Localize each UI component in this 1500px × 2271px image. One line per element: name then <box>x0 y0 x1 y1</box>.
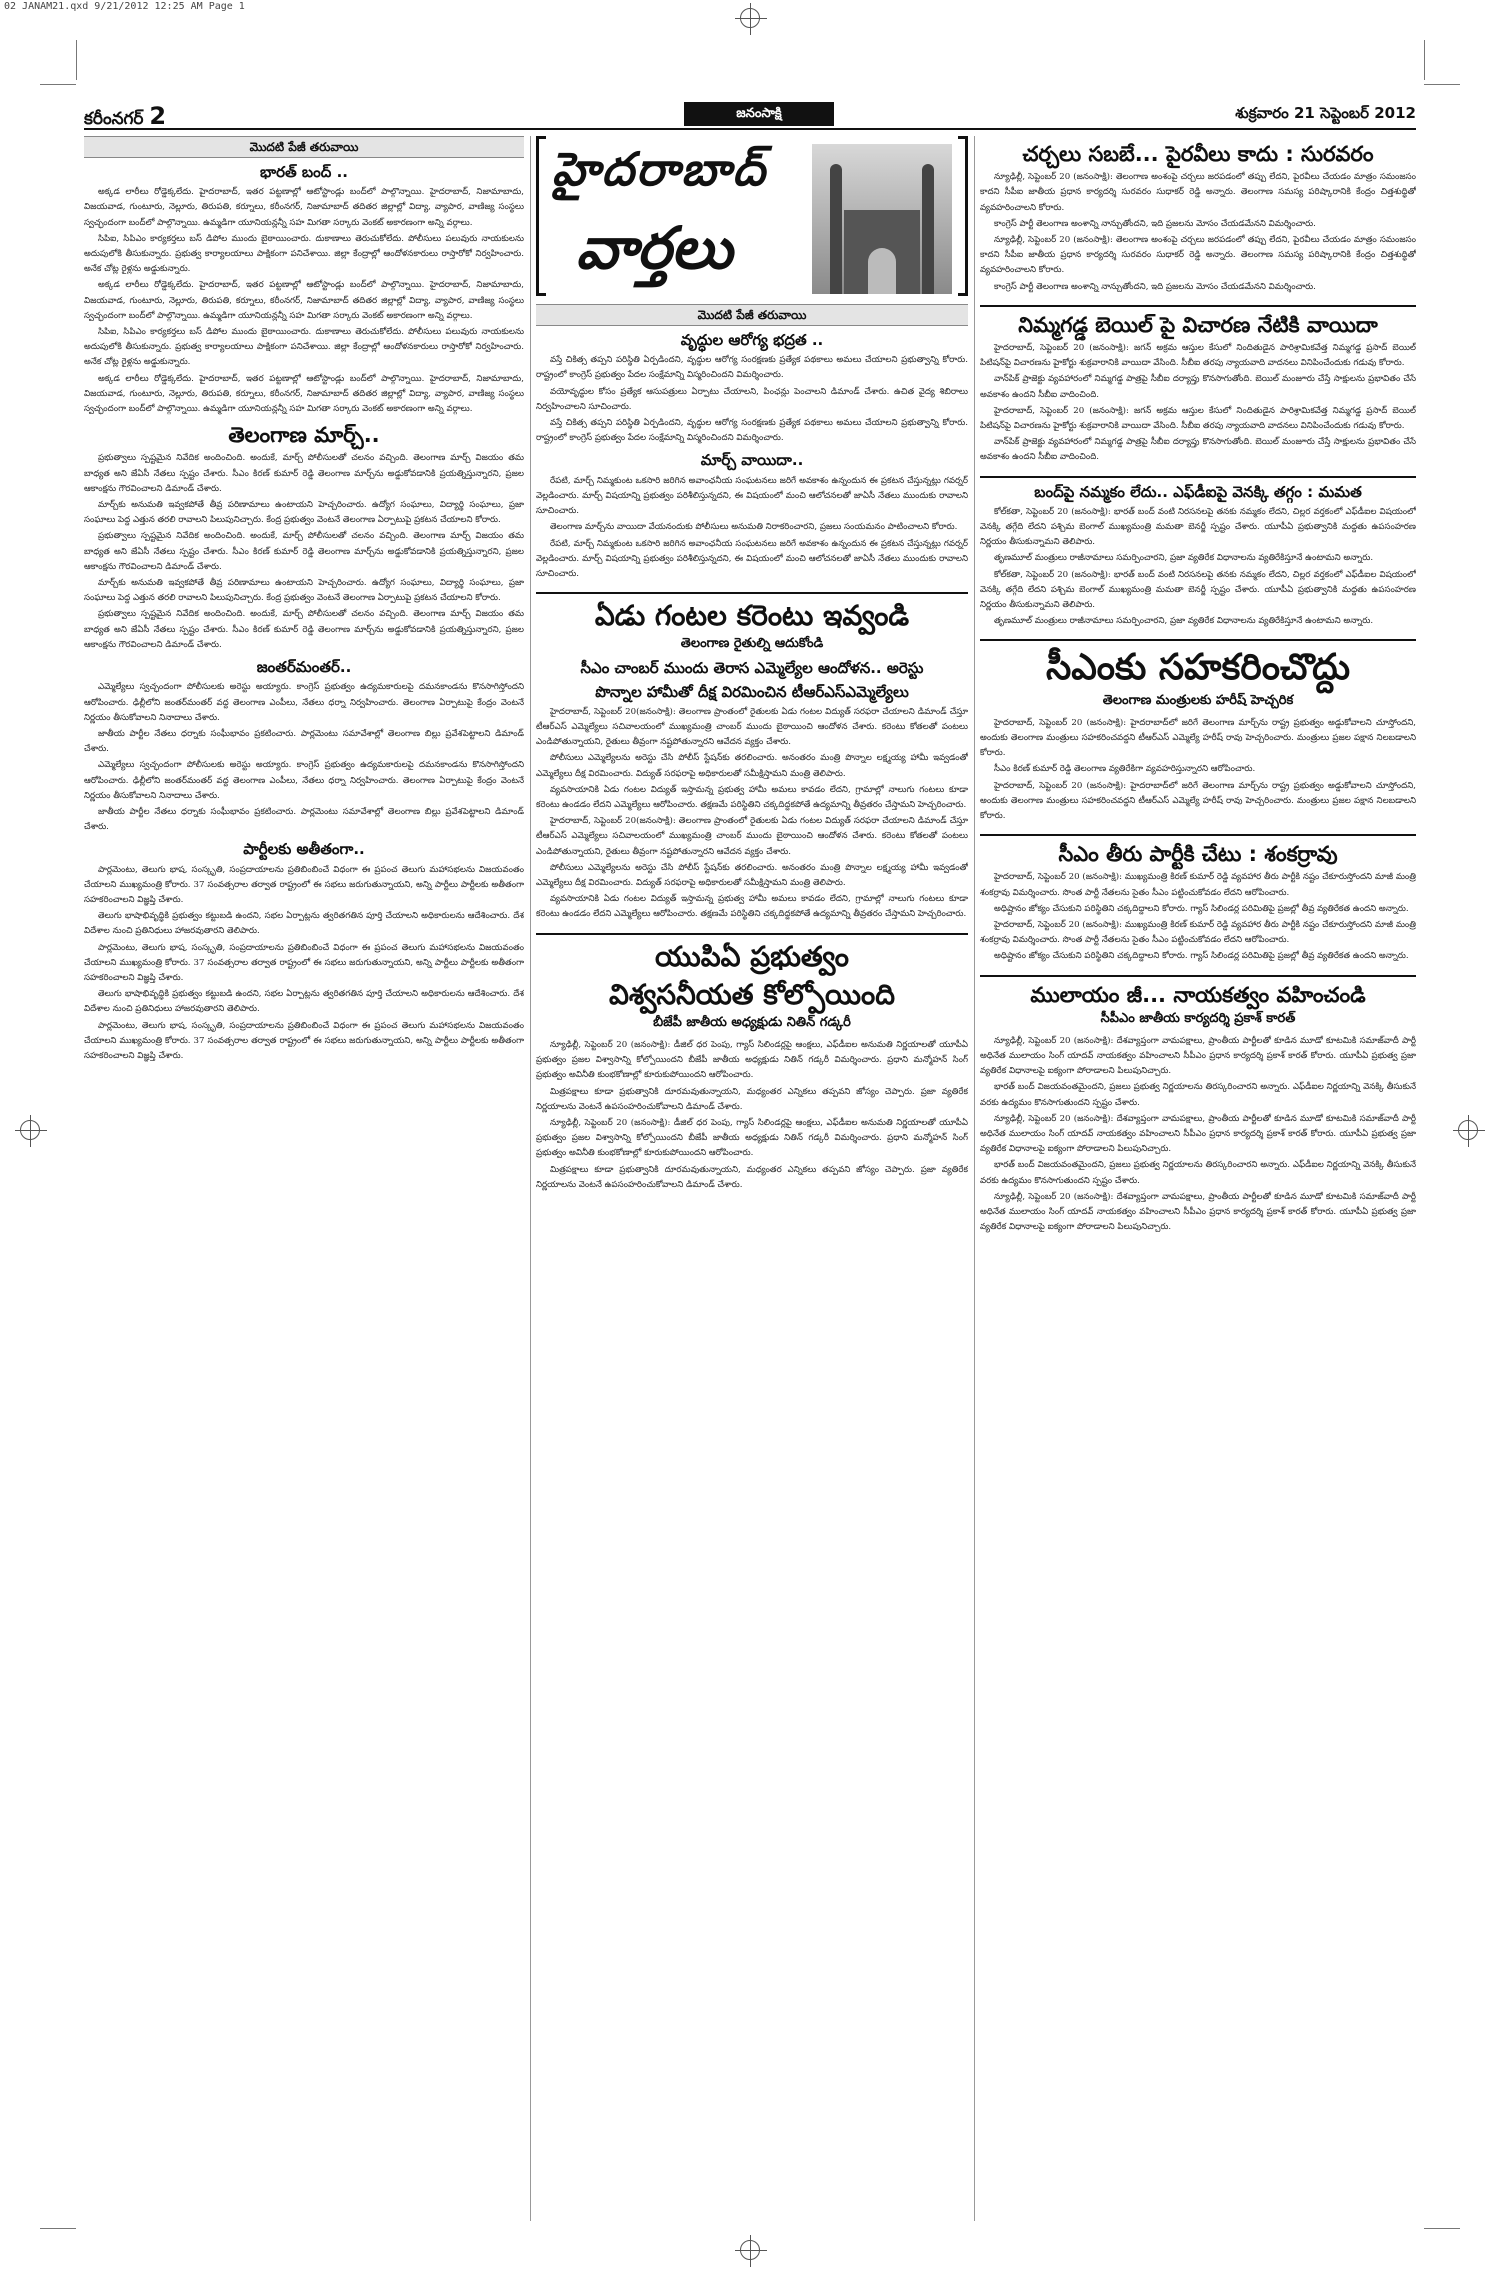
paragraph: పోలీసులు ఎమ్మెల్యేలను అరెస్టు చేసి పోలీస్ స్టేషన్‌కు తరలించారు. అనంతరం మంత్రి పొన్నాల లక్ష్మయ్య హామీ ఇవ్వడంతో ఎమ్మెల్యేలు దీక్ష విరమించారు. విద్యుత్ సరఫరాపై అధికారులతో సమీక్షిస్తామని మంత్రి తెలిపారు. <box>536 753 968 779</box>
article-nimmagadda-bail <box>980 305 1416 466</box>
continuation-bar: మొదటి పేజీ తరువాయి <box>536 304 968 326</box>
trim-mark <box>76 40 77 80</box>
article-jantar-mantar <box>84 659 524 835</box>
paragraph: మిత్రపక్షాలు కూడా ప్రభుత్వానికి దూరమవుతున్నాయని, మధ్యంతర ఎన్నికలు తప్పవని జోస్యం చెప్పారు. ప్రజా వ్యతిరేక నిర్ణయాలను వెంటనే ఉపసంహరించుకోవాలని డిమాండ్ చేశారు. <box>536 1086 968 1112</box>
paragraph: జాతీయ పార్టీల నేతలు ధర్నాకు సంఘీభావం ప్రకటించారు. పార్లమెంటు సమావేశాల్లో తెలంగాణ బిల్లు ప్రవేశపెట్టాలని డిమాండ్ చేశారు. <box>84 728 524 755</box>
feature-title-news: వార్తలు <box>576 214 733 282</box>
paragraph: ప్రభుత్వాలు స్పష్టమైన నివేదిక అందించింది. అందుకే, మార్చ్ పోలీసులతో చలనం వచ్చింది. తెలంగాణ మార్చ్ విజయం తమ బాధ్యత అని జేఏసీ నేతలు స్పష్టం చేశారు. సీఎం కిరణ్ కుమార్ రెడ్డి తెలంగాణ మార్చ్‌ను అడ్డుకోవడానికి ప్రయత్నిస్తున్నారని, ప్రజల ఆకాంక్షను గౌరవించాలని డిమాండ్ చేశారు. <box>84 453 524 494</box>
article-bharat-bandh <box>84 164 524 417</box>
paragraph: మిత్రపక్షాలు కూడా ప్రభుత్వానికి దూరమవుతున్నాయని, మధ్యంతర ఎన్నికలు తప్పవని జోస్యం చెప్పారు. ప్రజా వ్యతిరేక నిర్ణయాలను వెంటనే ఉపసంహరించుకోవాలని డిమాండ్ చేశారు. <box>536 1164 968 1190</box>
paragraph: తెలుగు భాషాభివృద్ధికి ప్రభుత్వం కట్టుబడి ఉందని, సభల ఏర్పాట్లను త్వరితగతిన పూర్తి చేయాలని అధికారులను ఆదేశించారు. దేశ విదేశాల నుంచి ప్రతినిధులు హాజరవుతారని తెలిపారు. <box>84 989 524 1015</box>
column-rule <box>530 136 531 2221</box>
paragraph: వయోవృద్ధుల కోసం ప్రత్యేక ఆసుపత్రులు ఏర్పాటు చేయాలని, పింఛన్లు పెంచాలని డిమాండ్ చేశారు. ఉచిత వైద్య శిబిరాలు నిర్వహించాలని సూచించారు. <box>536 386 968 412</box>
bracket-left <box>536 136 546 296</box>
headline: చర్చలు సబబే... పైరవీలు కాదు : సురవరం <box>1022 142 1374 166</box>
paragraph: న్యూఢిల్లీ, సెప్టెంబర్ 20 (జనంసాక్షి): తెలంగాణ అంశంపై చర్చలు జరపడంలో తప్పు లేదని, పైరవీలు చేయడం మాత్రం సమంజసం కాదని సీపీఐ జాతీయ ప్రధాన కార్యదర్శి సురవరం సుధాకర్ రెడ్డి అన్నారు. తెలంగాణ సమస్య పరిష్కారానికి కేంద్రం చిత్తశుద్ధితో వ్యవహరించాలని కోరారు. <box>980 234 1416 276</box>
paragraph: కాంగ్రెస్ పార్టీ తెలంగాణ అంశాన్ని నాన్చుతోందని, ఇది ప్రజలను మోసం చేయడమేనని విమర్శించారు. <box>994 218 1316 229</box>
paragraph: హైదరాబాద్, సెప్టెంబర్ 20 (జనంసాక్షి): హైదరాబాద్‌లో జరిగే తెలంగాణ మార్చ్‌ను రాష్ట్ర ప్రభుత్వం అడ్డుకోవాలని చూస్తోందని, అందుకు తెలంగాణ మంత్రులు సహకరించవద్దని టీఆర్ఎస్ ఎమ్మెల్యే హరీష్ రావు హెచ్చరించారు. మంత్రులు ప్రజల పక్షాన నిలబడాలని కోరారు. <box>980 780 1416 822</box>
paragraph: వాన్‌పిక్ ప్రాజెక్టు వ్యవహారంలో నిమ్మగడ్డ పాత్రపై సీబీఐ దర్యాప్తు కొనసాగుతోంది. బెయిల్ మంజూరు చేస్తే సాక్షులను ప్రభావితం చేసే అవకాశం ఉందని సీబీఐ వాదించింది. <box>980 374 1416 400</box>
paragraph: న్యూఢిల్లీ, సెప్టెంబర్ 20 (జనంసాక్షి): తెలంగాణ అంశంపై చర్చలు జరపడంలో తప్పు లేదని, పైరవీలు చేయడం మాత్రం సమంజసం కాదని సీపీఐ జాతీయ ప్రధాన కార్యదర్శి సురవరం సుధాకర్ రెడ్డి అన్నారు. తెలంగాణ సమస్య పరిష్కారానికి కేంద్రం చిత్తశుద్ధితో వ్యవహరించాలని కోరారు. <box>980 172 1416 213</box>
headline: సీఎంకు సహకరించొద్దు <box>980 639 1416 688</box>
article-body <box>84 451 524 653</box>
subhead: సీపీఎం జాతీయ కార్యదర్శి ప్రకాశ్ కారత్ <box>1100 1010 1296 1026</box>
headline: సీఎం తీరు పార్టీకి చేటు : శంకర్రావు <box>980 834 1416 866</box>
minaret-icon <box>922 174 934 294</box>
page-number: 2 <box>149 102 167 130</box>
charminar-photo <box>812 144 952 294</box>
column-right <box>980 136 1416 2221</box>
paragraph: న్యూఢిల్లీ, సెప్టెంబర్ 20 (జనంసాక్షి): దేశవ్యాప్తంగా వామపక్షాలు, ప్రాంతీయ పార్టీలతో కూడిన మూడో కూటమికి సమాజ్‌వాదీ పార్టీ అధినేత ములాయం సింగ్ యాదవ్ నాయకత్వం వహించాలని సీపీఎం ప్రధాన కార్యదర్శి ప్రకాశ్ కారత్ కోరారు. యూపీఏ ప్రభుత్వ ప్రజా వ్యతిరేక విధానాలపై ఐక్యంగా పోరాడాలని పిలుపునిచ్చారు. <box>980 1113 1416 1155</box>
column-left <box>84 136 524 2221</box>
minaret-icon <box>830 174 842 294</box>
paragraph: తెలుగు భాషాభివృద్ధికి ప్రభుత్వం కట్టుబడి ఉందని, సభల ఏర్పాట్లను త్వరితగతిన పూర్తి చేయాలని అధికారులను ఆదేశించారు. దేశ విదేశాల నుంచి ప్రతినిధులు హాజరవుతారని తెలిపారు. <box>84 911 524 937</box>
paragraph: ఎమ్మెల్యేలు స్వచ్ఛందంగా పోలీసులకు అరెస్టు అయ్యారు. కాంగ్రెస్ ప్రభుత్వం ఉద్యమకారులపై దమనకాండను కొనసాగిస్తోందని ఆరోపించారు. ఢిల్లీలోని జంతర్‌మంతర్ వద్ద తెలంగాణ ఎంపీలు, నేతలు ధర్నా నిర్వహించారు. తెలంగాణ ఏర్పాటుపై కేంద్రం వెంటనే నిర్ణయం తీసుకోవాలని నినాదాలు చేశారు. <box>84 682 524 723</box>
headline: భారత్ బంద్ .. <box>260 163 348 181</box>
paragraph: కోల్‌కతా, సెప్టెంబర్ 20 (జనంసాక్షి): భారత్ బంద్ వంటి నిరసనలపై తనకు నమ్మకం లేదని, చిల్లర వర్తకంలో ఎఫ్‌డీఐల విషయంలో వెనక్కి తగ్గేది లేదని పశ్చిమ బెంగాల్ ముఖ్యమంత్రి మమతా బెనర్జీ స్పష్టం చేశారు. యూపీఏ ప్రభుత్వానికి మద్దతు ఉపసంహరణ నిర్ణయం తీసుకున్నామని తెలిపారు. <box>980 569 1416 610</box>
hyderabad-news-feature <box>536 136 968 326</box>
headline: పార్టీలకు అతీతంగా.. <box>243 840 365 859</box>
article-body <box>84 185 524 417</box>
masthead-city <box>84 102 166 133</box>
registration-mark-right <box>1458 1120 1478 1140</box>
feature-title-hyderabad: హైదరాబాద్ <box>552 142 767 196</box>
paper-logo: జనంసాక్షి <box>684 102 834 126</box>
article-body <box>536 353 968 446</box>
paragraph: ప్రభుత్వాలు స్పష్టమైన నివేదిక అందించింది. అందుకే, మార్చ్ పోలీసులతో చలనం వచ్చింది. తెలంగాణ మార్చ్ విజయం తమ బాధ్యత అని జేఏసీ నేతలు స్పష్టం చేశారు. సీఎం కిరణ్ కుమార్ రెడ్డి తెలంగాణ మార్చ్‌ను అడ్డుకోవడానికి ప్రయత్నిస్తున్నారని, ప్రజల ఆకాంక్షను గౌరవించాలని డిమాండ్ చేశారు. <box>84 531 524 572</box>
subhead: తెలంగాణ మంత్రులకు హరీష్ హెచ్చరిక <box>1102 692 1294 708</box>
article-body <box>980 1034 1416 1236</box>
paragraph: కోల్‌కతా, సెప్టెంబర్ 20 (జనంసాక్షి): భారత్ బంద్ వంటి నిరసనలపై తనకు నమ్మకం లేదని, చిల్లర వర్తకంలో ఎఫ్‌డీఐల విషయంలో వెనక్కి తగ్గేది లేదని పశ్చిమ బెంగాల్ ముఖ్యమంత్రి మమతా బెనర్జీ స్పష్టం చేశారు. యూపీఏ ప్రభుత్వానికి మద్దతు ఉపసంహరణ నిర్ణయం తీసుకున్నామని తెలిపారు. <box>980 506 1416 548</box>
paragraph: భారత్ బంద్ విజయవంతమైందని, ప్రజలు ప్రభుత్వ నిర్ణయాలను తిరస్కరించారని అన్నారు. ఎఫ్‌డీఐల నిర్ణయాన్ని వెనక్కి తీసుకునే వరకు ఉద్యమం కొనసాగుతుందని స్పష్టం చేశారు. <box>980 1160 1416 1186</box>
headline: వృద్ధుల ఆరోగ్య భద్రత .. <box>680 331 824 349</box>
registration-mark-left <box>20 1120 40 1140</box>
paragraph: కాంగ్రెస్ పార్టీ తెలంగాణ అంశాన్ని నాన్చుతోందని, ఇది ప్రజలను మోసం చేయడమేనని విమర్శించారు. <box>994 281 1316 292</box>
paragraph: హైదరాబాద్, సెప్టెంబర్ 20 (జనంసాక్షి): ముఖ్యమంత్రి కిరణ్ కుమార్ రెడ్డి వ్యవహార తీరు పార్టీకి నష్టం చేకూరుస్తోందని మాజీ మంత్రి శంకర్రావు విమర్శించారు. సొంత పార్టీ నేతలను సైతం సీఎం పట్టించుకోవడం లేదని ఆరోపించారు. <box>980 872 1416 898</box>
article-march-postponed <box>536 452 968 582</box>
paragraph: తృణమూల్ మంత్రులు రాజీనామాలు సమర్పించారని, ప్రజా వ్యతిరేక విధానాలను వ్యతిరేకిస్తూనే ఉంటామని అన్నారు. <box>994 616 1374 627</box>
paragraph: హైదరాబాద్, సెప్టెంబర్ 20 (జనంసాక్షి): జగన్ అక్రమ ఆస్తుల కేసులో నిందితుడైన పారిశ్రామికవేత్త నిమ్మగడ్డ ప్రసాద్ బెయిల్ పిటిషన్‌పై విచారణను హైకోర్టు శుక్రవారానికి వాయిదా వేసింది. సీబీఐ తరపు న్యాయవాది వాదనలు వినిపించేందుకు గడువు కోరారు. <box>980 342 1416 369</box>
headline: మార్చ్ వాయిదా.. <box>700 451 804 470</box>
article-seven-hours-power <box>536 592 968 923</box>
paragraph: ప్రభుత్వాలు స్పష్టమైన నివేదిక అందించింది. అందుకే, మార్చ్ పోలీసులతో చలనం వచ్చింది. తెలంగాణ మార్చ్ విజయం తమ బాధ్యత అని జేఏసీ నేతలు స్పష్టం చేశారు. సీఎం కిరణ్ కుమార్ రెడ్డి తెలంగాణ మార్చ్‌ను అడ్డుకోవడానికి ప్రయత్నిస్తున్నారని, ప్రజల ఆకాంక్షను గౌరవించాలని డిమాండ్ చేశారు. <box>84 609 524 650</box>
paragraph: సీఎం కిరణ్ కుమార్ రెడ్డి తెలంగాణ వ్యతిరేకిగా వ్యవహరిస్తున్నారని ఆరోపించారు. <box>994 764 1256 775</box>
article-upa-credibility <box>536 933 968 1193</box>
paragraph: పార్లమెంటు, తెలుగు భాష, సంస్కృతి, సంప్రదాయాలను ప్రతిబింబించే విధంగా ఈ ప్రపంచ తెలుగు మహాసభలను విజయవంతం చేయాలని ముఖ్యమంత్రి కోరారు. 37 సంవత్సరాల తర్వాత రాష్ట్రంలో ఈ సభలు జరుగుతున్నాయని, అన్ని పార్టీలు పార్టీలకు అతీతంగా సహకరించాలని విజ్ఞప్తి చేశారు. <box>84 864 524 906</box>
column-center <box>536 136 968 2221</box>
paragraph: న్యూఢిల్లీ, సెప్టెంబర్ 20 (జనంసాక్షి): డీజిల్ ధర పెంపు, గ్యాస్ సిలిండర్లపై ఆంక్షలు, ఎఫ్‌డీఐల అనుమతి నిర్ణయాలతో యూపీఏ ప్రభుత్వం ప్రజల విశ్వాసాన్ని కోల్పోయిందని బీజేపీ జాతీయ అధ్యక్షుడు నితిన్ గడ్కరీ విమర్శించారు. ప్రధాని మన్మోహన్ సింగ్ ప్రభుత్వం అవినీతి కుంభకోణాల్లో కూరుకుపోయిందని ఆరోపించారు. <box>536 1040 968 1081</box>
article-telangana-march <box>84 423 524 653</box>
article-body <box>980 505 1416 630</box>
subhead: బీజేపీ జాతీయ అధ్యక్షుడు నితిన్ గడ్కరీ <box>653 1015 851 1031</box>
paragraph: పోలీసులు ఎమ్మెల్యేలను అరెస్టు చేసి పోలీస్ స్టేషన్‌కు తరలించారు. అనంతరం మంత్రి పొన్నాల లక్ష్మయ్య హామీ ఇవ్వడంతో ఎమ్మెల్యేలు దీక్ష విరమించారు. విద్యుత్ సరఫరాపై అధికారులతో సమీక్షిస్తామని మంత్రి తెలిపారు. <box>536 862 968 889</box>
paragraph: వస్తే చికిత్స తప్పని పరిస్థితి ఏర్పడిందని, వృద్ధుల ఆరోగ్య సంరక్షణకు ప్రత్యేక పథకాలు అమలు చేయాలని ప్రభుత్వాన్ని కోరారు. రాష్ట్రంలో కాంగ్రెస్ ప్రభుత్వం పేదల సంక్షేమాన్ని విస్మరించిందని విమర్శించారు. <box>536 418 968 444</box>
article-mulayam-leadership <box>980 975 1416 1236</box>
article-body <box>536 474 968 582</box>
headline: బంద్‌పై నమ్మకం లేదు.. ఎఫ్‌డీఐపై వెనక్కి తగ్గం : మమత <box>980 476 1416 501</box>
paragraph: వ్యవసాయానికి ఏడు గంటల విద్యుత్ ఇస్తామన్న ప్రభుత్వ హామీ అమలు కావడం లేదని, గ్రామాల్లో నాలుగు గంటలు కూడా కరెంటు ఉండడం లేదని ఎమ్మెల్యేలు ఆరోపించారు. తక్షణమే పరిస్థితిని చక్కదిద్దకపోతే ఉద్యమాన్ని తీవ్రతరం చేస్తామని హెచ్చరించారు. <box>536 784 968 811</box>
paragraph: జాతీయ పార్టీల నేతలు ధర్నాకు సంఘీభావం ప్రకటించారు. పార్లమెంటు సమావేశాల్లో తెలంగాణ బిల్లు ప్రవేశపెట్టాలని డిమాండ్ చేశారు. <box>84 806 524 833</box>
article-harish-warning <box>980 639 1416 824</box>
headline: ములాయం జీ... నాయకత్వం వహించండి <box>980 975 1416 1007</box>
trim-mark <box>1424 84 1460 85</box>
paragraph: రేపటి, మార్చ్ నిమ్మకుంట ఒకసారి జరిగిన అవాంఛనీయ సంఘటనలు జరిగే అవకాశం ఉన్నందున ఈ ప్రకటన చేస్తున్నట్లు గవర్నర్ వెల్లడించారు. మార్చ్ విషయాన్ని ప్రభుత్వం పరిశీలిస్తున్నదని, ఈ విషయంలో మంచి ఆలోచనలతో జాఏసీ నేతలు ముందుకు రావాలని సూచించారు. <box>536 475 968 517</box>
article-body <box>536 1038 968 1193</box>
article-body <box>980 170 1416 295</box>
headline: జంతర్‌మంతర్.. <box>256 658 352 677</box>
article-beyond-parties <box>84 841 524 1064</box>
paragraph: హైదరాబాద్, సెప్టెంబర్ 20(జనంసాక్షి): తెలంగాణ ప్రాంతంలో రైతులకు ఏడు గంటల విద్యుత్ సరఫరా చేయాలని డిమాండ్ చేస్తూ టీఆర్ఎస్ ఎమ్మెల్యేలు సచివాలయంలో ముఖ్యమంత్రి చాంబర్ ముందు బైఠాయించి ఆందోళన చేశారు. కరెంటు కోతలతో పంటలు ఎండిపోతున్నాయని, రైతులు తీవ్రంగా నష్టపోతున్నారని ఆవేదన వ్యక్తం చేశారు. <box>536 706 968 748</box>
headline: నిమ్మగడ్డ బెయిల్ పై విచారణ నేటికి వాయిదా <box>980 305 1416 337</box>
paragraph: రేపటి, మార్చ్ నిమ్మకుంట ఒకసారి జరిగిన అవాంఛనీయ సంఘటనలు జరిగే అవకాశం ఉన్నందున ఈ ప్రకటన చేస్తున్నట్లు గవర్నర్ వెల్లడించారు. మార్చ్ విషయాన్ని ప్రభుత్వం పరిశీలిస్తున్నదని, ఈ విషయంలో మంచి ఆలోచనలతో జాఏసీ నేతలు ముందుకు రావాలని సూచించారు. <box>536 538 968 579</box>
registration-mark-top <box>740 8 760 28</box>
deck: సీఎం చాంబర్ ముందు తెరాస ఎమ్మెల్యేల ఆందోళన.. అరెస్టు <box>580 659 924 678</box>
headline: ఏడు గంటల కరెంటు ఇవ్వండి <box>536 592 968 632</box>
paragraph: హైదరాబాద్, సెప్టెంబర్ 20(జనంసాక్షి): తెలంగాణ ప్రాంతంలో రైతులకు ఏడు గంటల విద్యుత్ సరఫరా చేయాలని డిమాండ్ చేస్తూ టీఆర్ఎస్ ఎమ్మెల్యేలు సచివాలయంలో ముఖ్యమంత్రి చాంబర్ ముందు బైఠాయించి ఆందోళన చేశారు. కరెంటు కోతలతో పంటలు ఎండిపోతున్నాయని, రైతులు తీవ్రంగా నష్టపోతున్నారని ఆవేదన వ్యక్తం చేశారు. <box>536 816 968 857</box>
column-rule <box>974 136 975 2221</box>
trim-mark <box>1424 40 1425 80</box>
paragraph: భారత్ బంద్ విజయవంతమైందని, ప్రజలు ప్రభుత్వ నిర్ణయాలను తిరస్కరించారని అన్నారు. ఎఫ్‌డీఐల నిర్ణయాన్ని వెనక్కి తీసుకునే వరకు ఉద్యమం కొనసాగుతుందని స్పష్టం చేశారు. <box>980 1082 1416 1108</box>
article-body <box>84 863 524 1065</box>
article-shankar-rao <box>980 834 1416 964</box>
paragraph: అక్కడ లారీలు రోడ్డెక్కలేదు. హైదరాబాద్, ఇతర పట్టణాల్లో ఆటోస్టాండ్లు బంద్‌లో పాల్గొన్నాయి. హైదరాబాద్, నిజామాబాదు, విజయవాడ, గుంటూరు, నెల్లూరు, తిరుపతి, కర్నూలు, కరీంనగర్, నిజామాబాద్ తదితర జిల్లాల్లో విద్యా, వ్యాపార, వాణిజ్య సంస్థలు స్వచ్ఛందంగా బంద్‌లో పాల్గొన్నాయి. ఉమ్మడిగా యూనియన్లన్నీ సహ మిగతా సర్కారు వెంకట్‌ అకారణంగా అన్ని వర్గాలు. <box>84 373 524 415</box>
bracket-right <box>958 136 968 296</box>
deck-secondary: పొన్నాల హామీతో దీక్ష విరమించిన టీఆర్ఎస్ఎమ్మెల్యేలు <box>595 682 909 701</box>
paragraph: అక్కడ లారీలు రోడ్డెక్కలేదు. హైదరాబాద్, ఇతర పట్టణాల్లో ఆటోస్టాండ్లు బంద్‌లో పాల్గొన్నాయి. హైదరాబాద్, నిజామాబాదు, విజయవాడ, గుంటూరు, నెల్లూరు, తిరుపతి, కర్నూలు, కరీంనగర్, నిజామాబాద్ తదితర జిల్లాల్లో విద్యా, వ్యాపార, వాణిజ్య సంస్థలు స్వచ్ఛందంగా బంద్‌లో పాల్గొన్నాయి. ఉమ్మడిగా యూనియన్లన్నీ సహ మిగతా సర్కారు వెంకట్‌ అకారణంగా అన్ని వర్గాలు. <box>84 280 524 321</box>
paragraph: సిపిఐ, సిపిఎం కార్యకర్తలు బస్ డిపోల ముందు బైఠాయించారు. దుకాణాలు తెరుచుకోలేదు. పోలీసులు పలువురు నాయకులను అదుపులోకి తీసుకున్నారు. ప్రభుత్వ కార్యాలయాలు పాక్షికంగా పనిచేశాయి. జిల్లా కేంద్రాల్లో ఆందోళనకారులు రాస్తారోకో నిర్వహించారు. అనేక చోట్ల రైళ్లను అడ్డుకున్నారు. <box>84 233 524 275</box>
article-body <box>536 705 968 923</box>
paragraph: న్యూఢిల్లీ, సెప్టెంబర్ 20 (జనంసాక్షి): దేశవ్యాప్తంగా వామపక్షాలు, ప్రాంతీయ పార్టీలతో కూడిన మూడో కూటమికి సమాజ్‌వాదీ పార్టీ అధినేత ములాయం సింగ్ యాదవ్ నాయకత్వం వహించాలని సీపీఎం ప్రధాన కార్యదర్శి ప్రకాశ్ కారత్ కోరారు. యూపీఏ ప్రభుత్వ ప్రజా వ్యతిరేక విధానాలపై ఐక్యంగా పోరాడాలని పిలుపునిచ్చారు. <box>980 1191 1416 1233</box>
subhead: తెలంగాణ రైతుల్ని ఆదుకోండి <box>680 636 824 652</box>
article-elderly-health <box>536 332 968 446</box>
continuation-bar: మొదటి పేజీ తరువాయి <box>84 136 524 158</box>
article-mamata <box>980 476 1416 630</box>
paragraph: న్యూఢిల్లీ, సెప్టెంబర్ 20 (జనంసాక్షి): డీజిల్ ధర పెంపు, గ్యాస్ సిలిండర్లపై ఆంక్షలు, ఎఫ్‌డీఐల అనుమతి నిర్ణయాలతో యూపీఏ ప్రభుత్వం ప్రజల విశ్వాసాన్ని కోల్పోయిందని బీజేపీ జాతీయ అధ్యక్షుడు నితిన్ గడ్కరీ విమర్శించారు. ప్రధాని మన్మోహన్ సింగ్ ప్రభుత్వం అవినీతి కుంభకోణాల్లో కూరుకుపోయిందని ఆరోపించారు. <box>536 1118 968 1159</box>
paragraph: హైదరాబాద్, సెప్టెంబర్ 20 (జనంసాక్షి): జగన్ అక్రమ ఆస్తుల కేసులో నిందితుడైన పారిశ్రామికవేత్త నిమ్మగడ్డ ప్రసాద్ బెయిల్ పిటిషన్‌పై విచారణను హైకోర్టు శుక్రవారానికి వాయిదా వేసింది. సీబీఐ తరపు న్యాయవాది వాదనలు వినిపించేందుకు గడువు కోరారు. <box>980 405 1416 431</box>
paragraph: పార్లమెంటు, తెలుగు భాష, సంస్కృతి, సంప్రదాయాలను ప్రతిబింబించే విధంగా ఈ ప్రపంచ తెలుగు మహాసభలను విజయవంతం చేయాలని ముఖ్యమంత్రి కోరారు. 37 సంవత్సరాల తర్వాత రాష్ట్రంలో ఈ సభలు జరుగుతున్నాయని, అన్ని పార్టీలు పార్టీలకు అతీతంగా సహకరించాలని విజ్ఞప్తి చేశారు. <box>84 1020 524 1062</box>
paragraph: అధిష్టానం జోక్యం చేసుకుని పరిస్థితిని చక్కదిద్దాలని కోరారు. గ్యాస్ సిలిండర్ల పరిమితిపై ప్రజల్లో తీవ్ర వ్యతిరేకత ఉందని అన్నారు. <box>994 903 1409 914</box>
trim-mark <box>1424 2228 1460 2229</box>
print-slug: 02 JANAM21.qxd 9/21/2012 12:25 AM Page 1 <box>4 1 245 12</box>
paragraph: వాన్‌పిక్ ప్రాజెక్టు వ్యవహారంలో నిమ్మగడ్డ పాత్రపై సీబీఐ దర్యాప్తు కొనసాగుతోంది. బెయిల్ మంజూరు చేస్తే సాక్షులను ప్రభావితం చేసే అవకాశం ఉందని సీబీఐ వాదించింది. <box>980 437 1416 463</box>
paragraph: పార్లమెంటు, తెలుగు భాష, సంస్కృతి, సంప్రదాయాలను ప్రతిబింబించే విధంగా ఈ ప్రపంచ తెలుగు మహాసభలను విజయవంతం చేయాలని ముఖ్యమంత్రి కోరారు. 37 సంవత్సరాల తర్వాత రాష్ట్రంలో ఈ సభలు జరుగుతున్నాయని, అన్ని పార్టీలు పార్టీలకు అతీతంగా సహకరించాలని విజ్ఞప్తి చేశారు. <box>84 942 524 984</box>
article-body <box>980 716 1416 824</box>
paragraph: సిపిఐ, సిపిఎం కార్యకర్తలు బస్ డిపోల ముందు బైఠాయించారు. దుకాణాలు తెరుచుకోలేదు. పోలీసులు పలువురు నాయకులను అదుపులోకి తీసుకున్నారు. ప్రభుత్వ కార్యాలయాలు పాక్షికంగా పనిచేశాయి. జిల్లా కేంద్రాల్లో ఆందోళనకారులు రాస్తారోకో నిర్వహించారు. అనేక చోట్ల రైళ్లను అడ్డుకున్నారు. <box>84 327 524 368</box>
paragraph: అక్కడ లారీలు రోడ్డెక్కలేదు. హైదరాబాద్, ఇతర పట్టణాల్లో ఆటోస్టాండ్లు బంద్‌లో పాల్గొన్నాయి. హైదరాబాద్, నిజామాబాదు, విజయవాడ, గుంటూరు, నెల్లూరు, తిరుపతి, కర్నూలు, కరీంనగర్, నిజామాబాద్ తదితర జిల్లాల్లో విద్యా, వ్యాపార, వాణిజ్య సంస్థలు స్వచ్ఛందంగా బంద్‌లో పాల్గొన్నాయి. ఉమ్మడిగా యూనియన్లన్నీ సహ మిగతా సర్కారు వెంకట్‌ అకారణంగా అన్ని వర్గాలు. <box>84 187 524 228</box>
paragraph: హైదరాబాద్, సెప్టెంబర్ 20 (జనంసాక్షి): హైదరాబాద్‌లో జరిగే తెలంగాణ మార్చ్‌ను రాష్ట్ర ప్రభుత్వం అడ్డుకోవాలని చూస్తోందని, అందుకు తెలంగాణ మంత్రులు సహకరించవద్దని టీఆర్ఎస్ ఎమ్మెల్యే హరీష్ రావు హెచ్చరించారు. మంత్రులు ప్రజల పక్షాన నిలబడాలని కోరారు. <box>980 717 1416 759</box>
trim-mark <box>40 2228 76 2229</box>
paragraph: ఎమ్మెల్యేలు స్వచ్ఛందంగా పోలీసులకు అరెస్టు అయ్యారు. కాంగ్రెస్ ప్రభుత్వం ఉద్యమకారులపై దమనకాండను కొనసాగిస్తోందని ఆరోపించారు. ఢిల్లీలోని జంతర్‌మంతర్ వద్ద తెలంగాణ ఎంపీలు, నేతలు ధర్నా నిర్వహించారు. తెలంగాణ ఏర్పాటుపై కేంద్రం వెంటనే నిర్ణయం తీసుకోవాలని నినాదాలు చేశారు. <box>84 760 524 801</box>
headline: యుపిఏ ప్రభుత్వం <box>536 933 968 973</box>
paragraph: మార్చ్‌కు అనుమతి ఇవ్వకపోతే తీవ్ర పరిణామాలు ఉంటాయని హెచ్చరించారు. ఉద్యోగ సంఘాలు, విద్యార్థి సంఘాలు, ప్రజా సంఘాలు పెద్ద ఎత్తున తరలి రావాలని పిలుపునిచ్చారు. కేంద్ర ప్రభుత్వం వెంటనే తెలంగాణ ఏర్పాటుపై ప్రకటన చేయాలని కోరారు. <box>84 500 524 526</box>
paragraph: తృణమూల్ మంత్రులు రాజీనామాలు సమర్పించారని, ప్రజా వ్యతిరేక విధానాలను వ్యతిరేకిస్తూనే ఉంటామని అన్నారు. <box>994 553 1374 564</box>
paragraph: న్యూఢిల్లీ, సెప్టెంబర్ 20 (జనంసాక్షి): దేశవ్యాప్తంగా వామపక్షాలు, ప్రాంతీయ పార్టీలతో కూడిన మూడో కూటమికి సమాజ్‌వాదీ పార్టీ అధినేత ములాయం సింగ్ యాదవ్ నాయకత్వం వహించాలని సీపీఎం ప్రధాన కార్యదర్శి ప్రకాశ్ కారత్ కోరారు. యూపీఏ ప్రభుత్వ ప్రజా వ్యతిరేక విధానాలపై ఐక్యంగా పోరాడాలని పిలుపునిచ్చారు. <box>980 1035 1416 1077</box>
trim-mark <box>40 84 76 85</box>
article-body <box>84 680 524 835</box>
paragraph: మార్చ్‌కు అనుమతి ఇవ్వకపోతే తీవ్ర పరిణామాలు ఉంటాయని హెచ్చరించారు. ఉద్యోగ సంఘాలు, విద్యార్థి సంఘాలు, ప్రజా సంఘాలు పెద్ద ఎత్తున తరలి రావాలని పిలుపునిచ్చారు. కేంద్ర ప్రభుత్వం వెంటనే తెలంగాణ ఏర్పాటుపై ప్రకటన చేయాలని కోరారు. <box>84 578 524 604</box>
article-body <box>980 341 1416 466</box>
article-body <box>980 870 1416 964</box>
paragraph: తెలంగాణ మార్చ్‌ను వాయిదా వేయనందుకు పోలీసులు అనుమతి నిరాకరించారని, ప్రజలు సంయమనం పాటించాలని కోరారు. <box>550 522 958 533</box>
paragraph: వస్తే చికిత్స తప్పని పరిస్థితి ఏర్పడిందని, వృద్ధుల ఆరోగ్య సంరక్షణకు ప్రత్యేక పథకాలు అమలు చేయాలని ప్రభుత్వాన్ని కోరారు. రాష్ట్రంలో కాంగ్రెస్ ప్రభుత్వం పేదల సంక్షేమాన్ని విస్మరించిందని విమర్శించారు. <box>536 355 968 381</box>
article-suravaram <box>980 142 1416 295</box>
paragraph: హైదరాబాద్, సెప్టెంబర్ 20 (జనంసాక్షి): ముఖ్యమంత్రి కిరణ్ కుమార్ రెడ్డి వ్యవహార తీరు పార్టీకి నష్టం చేకూరుస్తోందని మాజీ మంత్రి శంకర్రావు విమర్శించారు. సొంత పార్టీ నేతలను సైతం సీఎం పట్టించుకోవడం లేదని ఆరోపించారు. <box>980 919 1416 946</box>
arch-icon <box>844 210 920 294</box>
registration-mark-bottom <box>740 2240 760 2260</box>
headline-line-2: విశ్వసనీయత కోల్పోయింది <box>608 977 896 1011</box>
city-label: కరీంనగర్ <box>84 109 144 129</box>
masthead-date: శుక్రవారం 21 సెప్టెంబర్ 2012 <box>1235 104 1416 122</box>
paragraph: వ్యవసాయానికి ఏడు గంటల విద్యుత్ ఇస్తామన్న ప్రభుత్వ హామీ అమలు కావడం లేదని, గ్రామాల్లో నాలుగు గంటలు కూడా కరెంటు ఉండడం లేదని ఎమ్మెల్యేలు ఆరోపించారు. తక్షణమే పరిస్థితిని చక్కదిద్దకపోతే ఉద్యమాన్ని తీవ్రతరం చేస్తామని హెచ్చరించారు. <box>536 894 968 920</box>
paragraph: అధిష్టానం జోక్యం చేసుకుని పరిస్థితిని చక్కదిద్దాలని కోరారు. గ్యాస్ సిలిండర్ల పరిమితిపై ప్రజల్లో తీవ్ర వ్యతిరేకత ఉందని అన్నారు. <box>994 951 1409 962</box>
masthead <box>84 100 1416 130</box>
headline: తెలంగాణ మార్చ్.. <box>228 423 380 448</box>
